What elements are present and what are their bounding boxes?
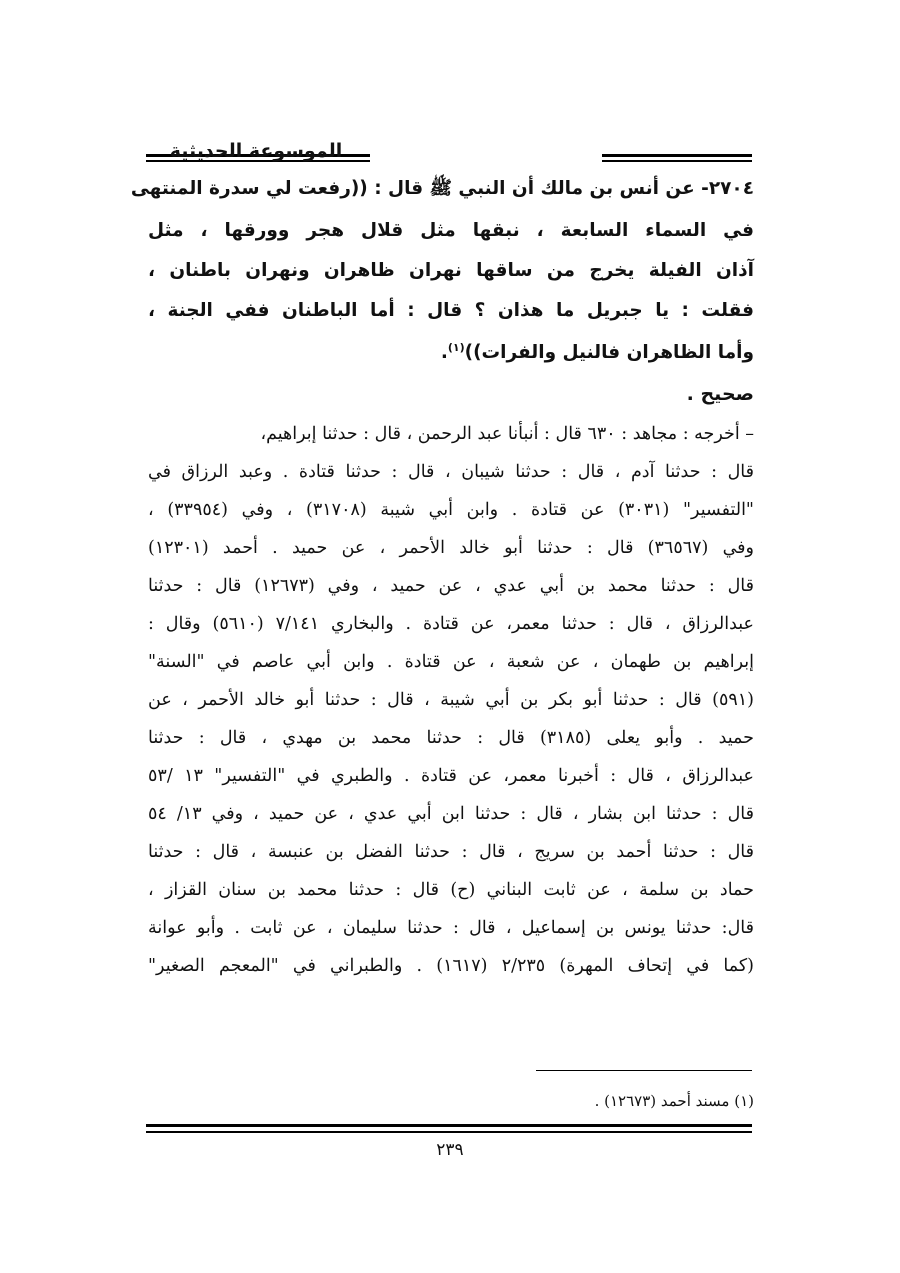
takhrij-line: (٥٩١) قال : حدثنا أبو بكر بن أبي شيبة ، قال : حدثنا أبو خالد الأحمر ، عن <box>148 690 754 710</box>
takhrij-line: (كما في إتحاف المهرة) ٢/٢٣٥ (١٦١٧) . والطبراني في "المعجم الصغير" <box>148 956 755 976</box>
page-number: ٢٣٩ <box>436 1140 464 1160</box>
takhrij-line: عبدالرزاق ، قال : أخبرنا معمر، عن قتادة . والطبري في "التفسير" ١٣ /٥٣ <box>148 766 754 786</box>
running-header <box>146 140 752 174</box>
hadith-line-last: وأما الظاهران فالنيل والفرات))$^{(١)}$. <box>440 341 754 364</box>
footer-rule <box>146 1124 752 1133</box>
takhrij-line: قال : حدثنا ابن بشار ، قال : حدثنا ابن أبي عدي ، عن حميد ، وفي ١٣/ ٥٤ <box>148 804 755 824</box>
hadith-line: في السماء السابعة ، نبقها مثل قلال هجر وورقها ، مثل <box>148 220 754 241</box>
footnote-marker: (١) <box>447 341 465 354</box>
hadith-line: آذان الفيلة يخرج من ساقها نهران ظاهران ونهران باطنان ، <box>148 260 754 281</box>
hadith-grade: صحيح . <box>686 383 754 405</box>
header-rule-right <box>602 154 752 162</box>
footnote: (١) مسند أحمد (١٢٦٧٣) . <box>594 1092 754 1110</box>
footnote-separator <box>536 1070 752 1071</box>
hadith-line: فقلت : يا جبريل ما هذان ؟ قال : أما الباطنان ففي الجنة ، <box>148 300 754 321</box>
takhrij-line: قال: حدثنا يونس بن إسماعيل ، قال : حدثنا سليمان ، عن ثابت . وأبو عوانة <box>148 918 754 938</box>
takhrij-line: حميد . وأبو يعلى (٣١٨٥) قال : حدثنا محمد بن مهدي ، قال : حدثنا <box>148 728 754 748</box>
takhrij-line: وفي (٣٦٥٦٧) قال : حدثنا أبو خالد الأحمر ، عن حميد . أحمد (١٢٣٠١) <box>148 538 754 558</box>
takhrij-line: حماد بن سلمة ، عن ثابت البناني (ح) قال : حدثنا محمد بن سنان القزاز ، <box>148 880 754 900</box>
hadith-line-text: وأما الظاهران فالنيل والفرات)) <box>464 342 754 364</box>
takhrij-line: عبدالرزاق ، قال : حدثنا معمر، عن قتادة . والبخاري ٧/١٤١ (٥٦١٠) وقال : <box>148 614 754 634</box>
header-title: الموسوعة الحديثية <box>169 140 343 162</box>
takhrij-line: قال : حدثنا آدم ، قال : حدثنا شيبان ، قال : حدثنا قتادة . وعبد الرزاق في <box>148 462 754 482</box>
takhrij-line: – أخرجه : مجاهد : ٦٣٠ قال : أنبأنا عبد الرحمن ، قال : حدثنا إبراهيم، <box>260 424 754 444</box>
takhrij-line: قال : حدثنا محمد بن أبي عدي ، عن حميد ، وفي (١٢٦٧٣) قال : حدثنا <box>148 576 754 596</box>
takhrij-line: "التفسير" (٣٠٣١) عن قتادة . وابن أبي شيبة (٣١٧٠٨) ، وفي (٣٣٩٥٤) ، <box>148 500 754 520</box>
takhrij-line: قال : حدثنا أحمد بن سريج ، قال : حدثنا الفضل بن عنبسة ، قال : حدثنا <box>148 842 754 862</box>
takhrij-line: إبراهيم بن طهمان ، عن شعبة ، عن قتادة . وابن أبي عاصم في "السنة" <box>148 652 754 672</box>
hadith-line: ٢٧٠٤- عن أنس بن مالك أن النبي ﷺ قال : ((رفعت لي سدرة المنتهى <box>130 178 754 199</box>
